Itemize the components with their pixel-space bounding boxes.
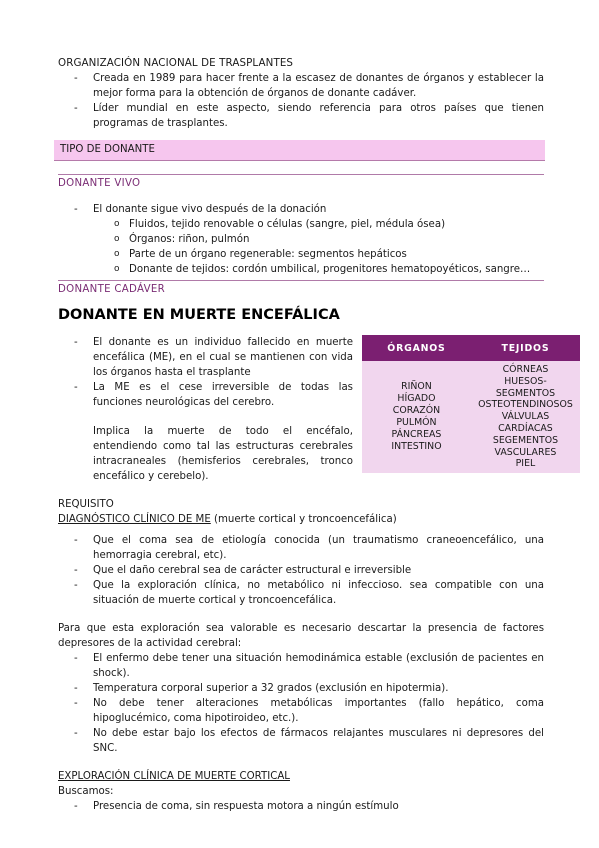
donante-vivo-heading: DONANTE VIVO	[58, 174, 544, 192]
list-item: - El donante sigue vivo después de la donación	[58, 202, 544, 217]
organos-cell	[362, 361, 471, 473]
sub-list-item: o Fluidos, tejido renovable o células (sangre, piel, médula ósea)	[58, 217, 544, 232]
list-item: - Que el daño cerebral sea de carácter estructural e irreversible	[58, 563, 544, 578]
muerte-encefalica-section	[58, 335, 573, 484]
list-item: - La ME es el cese irreversible de todas las funciones neurológicas del cerebro.	[58, 380, 353, 410]
tissue-item: VASCULARES	[494, 446, 557, 458]
factores-list	[58, 651, 544, 756]
buscamos-label: Buscamos:	[58, 786, 114, 797]
tissue-item: CARDÍACAS	[498, 422, 553, 434]
tissue-item: SEGEMENTOS	[492, 434, 559, 446]
diagnostico-title: DIAGNÓSTICO CLÍNICO DE ME	[58, 514, 211, 525]
table-header-organos: ÓRGANOS	[362, 335, 471, 361]
donante-vivo-sublist	[58, 217, 544, 277]
organ-item: PULMÓN	[396, 417, 437, 429]
organos-tejidos-table	[362, 335, 580, 473]
muerte-encefalica-paragraph: Implica la muerte de todo el encéfalo, entendiendo como tal las estructuras cerebrales intracraneales (hemisferios cerebrales, tronco encefálico y cerebelo).	[93, 426, 353, 482]
exploracion-list	[58, 799, 544, 814]
tejidos-cell	[471, 361, 580, 473]
document-page	[58, 55, 573, 814]
requisito-label: REQUISITO	[58, 499, 114, 510]
list-item: - No debe tener alteraciones metabólicas importantes (fallo hepático, coma hipoglucémico, coma hipotiroideo, etc.).	[58, 696, 544, 726]
tissue-item: OSTEOTENDINOSOS	[478, 399, 573, 411]
table-header-tejidos: TEJIDOS	[471, 335, 580, 361]
sub-list-item: o Parte de un órgano regenerable: segmentos hepáticos	[58, 247, 544, 262]
requisito-list	[58, 533, 544, 608]
org-list	[58, 71, 544, 131]
sub-list-item: o Donante de tejidos: cordón umbilical, progenitores hematopoyéticos, sangre…	[58, 262, 544, 277]
tissue-item: SEGMENTOS	[495, 387, 556, 399]
donante-cadaver-heading: DONANTE CADÁVER	[58, 280, 544, 298]
organ-item: HÍGADO	[397, 393, 436, 405]
donante-vivo-list	[58, 202, 544, 217]
list-item: - Temperatura corporal superior a 32 grados (exclusión en hipotermia).	[58, 681, 544, 696]
organ-item: CORAZÓN	[392, 405, 441, 417]
list-item: - Líder mundial en este aspecto, siendo referencia para otros países que tienen programas de trasplantes.	[58, 101, 544, 131]
list-item: - Creada en 1989 para hacer frente a la escasez de donantes de órganos y establecer la mejor forma para la obtención de órganos de donante cadáver.	[58, 71, 544, 101]
tissue-item: VÁLVULAS	[501, 411, 550, 423]
list-item: - Que el coma sea de etiología conocida (un traumatismo craneoencefálico, una hemorragia cerebral, etc).	[58, 533, 544, 563]
list-item: - No debe estar bajo los efectos de fármacos relajantes musculares ni depresores del SNC.	[58, 726, 544, 756]
list-item: - Presencia de coma, sin respuesta motora a ningún estímulo	[58, 799, 544, 814]
factores-intro: Para que esta exploración sea valorable es necesario descartar la presencia de factores depresores de la actividad cerebral:	[58, 623, 544, 649]
diagnostico-heading	[58, 512, 544, 527]
tissue-item: HUESOS-	[504, 375, 547, 387]
list-item: - El enfermo debe tener una situación hemodinámica estable (exclusión de pacientes en shock).	[58, 651, 544, 681]
sub-list-item: o Órganos: riñon, pulmón	[58, 232, 544, 247]
org-title: ORGANIZACIÓN NACIONAL DE TRASPLANTES	[58, 57, 294, 69]
tissue-item: CÓRNEAS	[502, 364, 549, 375]
list-item: - El donante es un individuo fallecido en muerte encefálica (ME), en el cual se mantienen con vida los órganos hasta el trasplante	[58, 335, 353, 380]
organ-item: INTESTINO	[391, 441, 442, 453]
organ-item: PÁNCREAS	[391, 429, 442, 441]
muerte-encefalica-title: DONANTE EN MUERTE ENCEFÁLICA	[58, 307, 340, 323]
tipo-donante-band: TIPO DE DONANTE	[54, 140, 545, 161]
list-item: - Que la exploración clínica, no metabólico ni infeccioso. sea compatible con una situación de muerte cortical y troncoencefálica.	[58, 578, 544, 608]
organ-item: RIÑON	[401, 381, 432, 393]
diagnostico-suffix: (muerte cortical y troncoencefálica)	[210, 514, 397, 525]
exploracion-heading: EXPLORACIÓN CLÍNICA DE MUERTE CORTICAL	[58, 771, 290, 782]
tissue-item: PIEL	[515, 458, 536, 470]
muerte-encefalica-text	[58, 335, 353, 484]
